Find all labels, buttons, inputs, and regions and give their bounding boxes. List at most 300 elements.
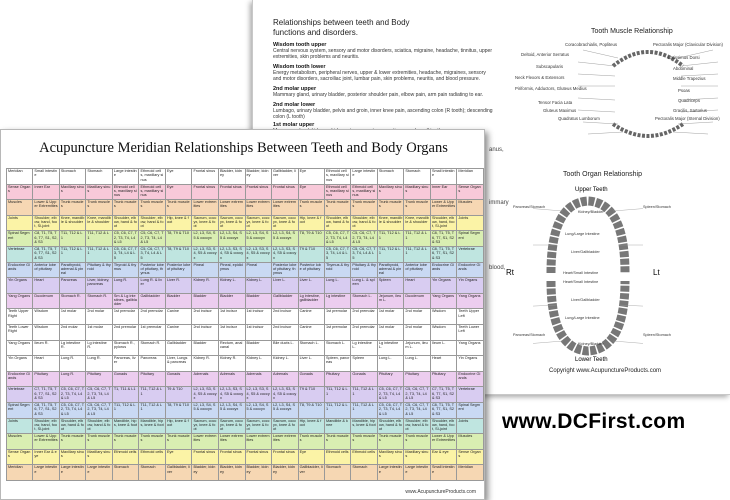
row-header-cell: Teeth Lower Left xyxy=(457,324,484,340)
table-row xyxy=(7,418,484,434)
table-cell: Lower extremities xyxy=(192,434,219,450)
table-cell: C5, C6, C7, T2, T3, T4, L4 & L5 xyxy=(404,402,431,418)
front-footer: www.AcupunctureProducts.com xyxy=(405,489,476,495)
table-cell: Pineal xyxy=(245,262,272,278)
table-cell: Kidney L. xyxy=(272,356,299,372)
muscle-label: Abdominal xyxy=(673,66,694,71)
tooth-organ-diagram xyxy=(533,195,643,357)
table-cell: Sacrum, coccyx, knee & foot xyxy=(192,215,219,231)
table-cell: Ethmoid cells, maxillary sinus xyxy=(324,169,350,185)
table-cell: Trunk muscles xyxy=(165,434,191,450)
table-cell: Trunk muscles xyxy=(165,200,191,216)
row-header-cell: Vertebrae xyxy=(457,246,484,262)
table-cell: Frontal sinus xyxy=(272,184,299,200)
table-cell: Duodenum xyxy=(33,293,59,309)
table-cell: Sacrum, coccyx, knee & foot xyxy=(272,215,299,231)
lower-teeth-label: Lower Teeth xyxy=(575,357,608,363)
table-row xyxy=(7,200,484,216)
table-cell: Stomach xyxy=(139,465,165,481)
table-row xyxy=(7,278,484,294)
table-cell: Liver, Lungs & pancreas xyxy=(165,356,191,372)
section-heading: Wisdom tooth upper xyxy=(273,42,327,48)
table-cell: Stomach L. xyxy=(298,340,324,356)
table-cell: Stomach xyxy=(86,169,112,185)
table-cell: L2, L3, S3, S4, S5 & coccyx xyxy=(218,387,245,403)
table-cell: Lower extremities xyxy=(272,434,299,450)
table-cell: Shoulder, elbow, hand, foot, SI-joint xyxy=(33,418,59,434)
table-cell: T11, T12 & L1 xyxy=(351,387,377,403)
row-header-cell: Sense Organs xyxy=(7,449,33,465)
table-cell: Maxillary sinus xyxy=(377,184,404,200)
muscle-label: Middle Trapezius xyxy=(673,76,706,81)
table-cell: Bladder xyxy=(218,293,245,309)
front-sheet xyxy=(0,129,485,500)
table-cell: Large intestine xyxy=(86,465,112,481)
table-cell: Pituitary & thyroid xyxy=(351,262,377,278)
table-cell: Large intestine xyxy=(33,465,59,481)
table-cell: Ethmoid cells xyxy=(139,449,165,465)
muscle-label: Piriformis, Adductors, Gluteus Medius xyxy=(515,86,587,91)
table-cell: Shoulder, elbow, hand, foot, SI-joint xyxy=(430,215,456,231)
table-cell: Liver L. xyxy=(298,278,324,294)
table-cell: Sm & Lg intestines, gallbladder xyxy=(112,293,139,309)
table-cell: C5, C6, C7, T2, T3, T4, L4 & L5 xyxy=(112,231,139,247)
table-cell: 2nd molar xyxy=(404,324,431,340)
muscle-label: Psoas xyxy=(678,88,690,93)
table-cell: Adrenals xyxy=(192,371,219,387)
table-cell: Yin Organs xyxy=(430,278,456,294)
table-cell: Pancreas xyxy=(59,278,85,294)
table-cell: 1st premolar xyxy=(324,324,350,340)
table-cell: Frontal sinus xyxy=(218,449,245,465)
table-cell: L2, L3, S4, S5 & coccyx xyxy=(245,402,272,418)
table-cell: Stomach xyxy=(112,465,139,481)
row-header-cell: Teeth Upper Left xyxy=(457,309,484,325)
table-cell: Trunk muscles xyxy=(324,434,350,450)
table-cell: Trunk muscles xyxy=(324,200,350,216)
table-cell: T11, T12 & L1 xyxy=(351,402,377,418)
organ-label: Kidney/Bladder xyxy=(578,210,604,214)
table-cell: Lower & Upper Extremities xyxy=(33,200,59,216)
table-cell: Pituitary xyxy=(86,371,112,387)
muscle-label: Coracobrachialis, Popliteus xyxy=(565,42,618,47)
table-cell: Ethmoid cells xyxy=(324,449,350,465)
table-cell: 1st molar xyxy=(377,324,404,340)
table-cell: Kidney R. xyxy=(192,356,219,372)
table-cell: 2nd incisor xyxy=(272,324,299,340)
table-cell: Large intestine xyxy=(351,169,377,185)
row-header-cell: Sense Organs xyxy=(7,184,33,200)
table-cell: C8, T1, T5, T6, T7, S1, S2 & S3 xyxy=(430,246,456,262)
table-cell: Lower extremities xyxy=(245,200,272,216)
row-header-cell: Endocrine Glands xyxy=(7,262,33,278)
table-cell: Trunk muscles xyxy=(298,200,324,216)
table-cell: C8, T1, T5, T6, T7, S1, S2 & S3 xyxy=(33,246,59,262)
table-cell: Shoulder, elbow, hand & foot xyxy=(139,215,165,231)
organ-label: Liver/Gallbladder xyxy=(571,250,600,254)
table-cell: Eye xyxy=(165,184,191,200)
table-cell: Small intestine xyxy=(430,465,456,481)
table-row xyxy=(7,340,484,356)
upper-teeth-label: Upper Teeth xyxy=(575,187,608,193)
table-cell: Shoulder, elbow, hand & foot xyxy=(112,215,139,231)
table-cell: L2, L3, S3, S4, S5 & coccyx xyxy=(272,246,299,262)
table-cell: L2, L3, S4, S5 & coccyx xyxy=(218,402,245,418)
table-cell: Trunk muscles xyxy=(351,200,377,216)
table-cell: Canine xyxy=(165,309,191,325)
table-cell: Gallbladder, liver xyxy=(165,465,191,481)
table-cell: 2nd premolar xyxy=(139,309,165,325)
table-cell: Liver L. xyxy=(298,356,324,372)
table-cell: Trunk muscles xyxy=(377,434,404,450)
table-cell: Liver R. xyxy=(165,278,191,294)
table-cell: 1st incisor xyxy=(218,309,245,325)
table-cell: 1st molar xyxy=(59,309,85,325)
table-row xyxy=(7,402,484,418)
right-label: Rt xyxy=(506,268,514,277)
relationship-section xyxy=(273,102,493,121)
table-cell: Inner Ear & eye xyxy=(33,449,59,465)
table-cell: Gallbladder, liver xyxy=(272,169,299,185)
relationships-title: Relationships between teeth and Body functions and disorders. xyxy=(273,18,410,37)
table-cell: L2, L3, S3, S4, S5 & coccyx xyxy=(272,387,299,403)
row-header-cell: Yang Organs xyxy=(457,293,484,309)
table-cell: Pineal, epididymus xyxy=(218,262,245,278)
table-cell: L2, L3, S4, S5 & coccyx xyxy=(272,231,299,247)
table-cell: Rectum, anal canal xyxy=(218,340,245,356)
table-cell: Shoulder, elbow, hand & foot xyxy=(324,215,350,231)
organ-label: Kidney/Bladder xyxy=(578,342,604,346)
muscle-label: Gluteus Maximus xyxy=(543,108,577,113)
table-cell: Stomach xyxy=(324,465,350,481)
table-cell: Maxillary sinus xyxy=(86,184,112,200)
table-cell: T11, T12 & L1 xyxy=(377,231,404,247)
table-cell: Lower extremities xyxy=(245,434,272,450)
table-cell: T11, T12 & L1 xyxy=(404,231,431,247)
table-cell: 2nd molar xyxy=(86,309,112,325)
muscle-label: Neck Flexors & Extensors xyxy=(515,75,565,80)
row-header-cell: Spinal Segment xyxy=(457,231,484,247)
table-cell: T11, T12 & L1 xyxy=(86,246,112,262)
table-cell: Posterior lobe of pituitary xyxy=(165,262,191,278)
row-header-cell: Meridian xyxy=(7,465,33,481)
table-cell: Eye xyxy=(298,184,324,200)
table-cell: Jejunum, ileum L. xyxy=(377,293,404,309)
table-cell: Knee, mandible & shoulder xyxy=(377,215,404,231)
row-header-cell: Endocrine Glands xyxy=(7,371,33,387)
table-cell: 1st premolar xyxy=(139,324,165,340)
table-cell: T11, T12 & L1 xyxy=(377,246,404,262)
row-header-cell: Yin Organs xyxy=(7,278,33,294)
table-cell: Lung L. xyxy=(377,356,404,372)
organ-label: Spleen/Stomach xyxy=(643,205,671,209)
table-cell: C5, C6, C7, T2, T3, T4, L4 & L5 xyxy=(404,387,431,403)
table-cell: Ethmoid cells xyxy=(351,449,377,465)
table-cell: Lower & Upper Extremities xyxy=(430,434,456,450)
table-cell: 1st premolar xyxy=(324,309,350,325)
table-cell: Wisdom xyxy=(430,324,456,340)
table-cell: Heart xyxy=(33,356,59,372)
table-cell: Stomach xyxy=(351,465,377,481)
relationship-section xyxy=(273,86,493,98)
table-cell: Bile ducts L. xyxy=(272,340,299,356)
table-cell: Liver, kidney, pancreas xyxy=(86,278,112,294)
table-cell: 2nd premolar xyxy=(351,324,377,340)
table-cell: Lg intestine, gallbladder xyxy=(298,293,324,309)
table-cell: Pituitary & thyroid xyxy=(86,262,112,278)
table-row xyxy=(7,293,484,309)
table-cell: Eye xyxy=(165,449,191,465)
table-cell: Duodenum xyxy=(404,293,431,309)
cut-text-fragment: immary xyxy=(489,200,509,206)
table-row xyxy=(7,184,484,200)
table-row xyxy=(7,387,484,403)
table-cell: Lung R. xyxy=(59,371,85,387)
table-cell: Liver L. xyxy=(272,278,299,294)
row-header-cell: Vertebrae xyxy=(7,387,33,403)
table-cell: L2, L3, S4, S5 & coccyx xyxy=(192,402,219,418)
table-cell: L2, L3, S3, S4, S5 & coccyx xyxy=(218,246,245,262)
table-cell: Mandible, hips, knee & foot xyxy=(139,418,165,434)
table-cell: Maxillary sinus xyxy=(377,449,404,465)
table-cell: T9 & T10 xyxy=(165,387,191,403)
muscle-label: Pectoralis Major (Sternal Division) xyxy=(655,116,720,121)
copyright-text: Copyright www.AcupunctureProducts.com xyxy=(549,368,662,374)
table-cell: Canine xyxy=(165,324,191,340)
muscle-label: Latissimus Dorsi xyxy=(668,55,700,60)
table-cell: Frontal sinus xyxy=(192,449,219,465)
table-cell: Pancreas xyxy=(139,356,165,372)
muscle-label: Tensor Facia Lata xyxy=(538,100,573,105)
table-cell: Mandible, hips, knee & foot xyxy=(351,418,377,434)
table-cell: T9 & T10 xyxy=(298,246,324,262)
table-cell: C8, T1, T5, T6, T7, S1, S2, & S3 xyxy=(33,231,59,247)
table-cell: C5, C6, C7, T2, T3, T4, L4 & L5 xyxy=(351,231,377,247)
row-header-cell: Spinal Segment xyxy=(7,231,33,247)
row-header-cell: Endocrine Glands xyxy=(457,262,484,278)
row-header-cell: Sense Organs xyxy=(457,184,484,200)
table-cell: Frontal sinus xyxy=(245,449,272,465)
table-cell: Anterior lobe of pituitary xyxy=(33,262,59,278)
table-cell: Canine xyxy=(298,309,324,325)
relationship-section xyxy=(273,64,493,83)
table-cell: Trunk muscles xyxy=(59,200,85,216)
table-row xyxy=(7,434,484,450)
muscle-label: Subscapularis xyxy=(536,64,563,69)
table-cell: Posterior lobe of pituitary, thymus xyxy=(139,262,165,278)
row-header-cell: Muscles xyxy=(457,434,484,450)
organ-label: Lung/Large Intestine xyxy=(565,232,600,236)
tooth-muscle-diagram xyxy=(573,36,723,151)
section-text: Central nervous system, sensory and motor disorders, sciatica, migraine, headache, tinnitus, upper extremities, skin problems and neuritis. xyxy=(273,48,492,61)
table-cell: Eye xyxy=(298,449,324,465)
table-cell: Inner Ear xyxy=(33,184,59,200)
table-cell: Trunk muscles xyxy=(139,434,165,450)
muscle-label: Gracilis, Sartorius xyxy=(673,108,707,113)
muscle-label: Quadriceps xyxy=(678,98,700,103)
table-cell: C5, C6, C7, T2, T3, T4, L4 & L5 xyxy=(324,231,350,247)
table-cell: 1st molar xyxy=(377,309,404,325)
row-header-cell: Yin Organs xyxy=(457,356,484,372)
table-row xyxy=(7,465,484,481)
section-text: Energy metabolism, peripheral nerves, upper & lower extremities, headache, migraines, sensory and motor disorders, sacroiliac joint, lumbar pain, skin problems, neuritis, and blood pressure. xyxy=(273,70,486,83)
table-cell: Shoulder, elbow, hand & foot xyxy=(351,215,377,231)
muscle-label: Pectoralis Major (Clavicular Division) xyxy=(653,42,723,47)
table-cell: Canine xyxy=(298,324,324,340)
table-row xyxy=(7,169,484,185)
table-cell: Lower extremities xyxy=(218,434,245,450)
table-cell: C5, C6, C7, T2, T3, T4, L4 & L5 xyxy=(377,387,404,403)
table-cell: Bladder xyxy=(245,340,272,356)
table-cell: L2, L3, S3, S4, S5 & coccyx xyxy=(192,246,219,262)
section-heading: 1st molar upper xyxy=(273,122,315,128)
table-cell: T8, T9 & T10 xyxy=(165,246,191,262)
table-cell: Heart xyxy=(430,356,456,372)
table-cell: Stomach R. xyxy=(86,293,112,309)
table-cell: Shoulder, elbow, hand & foot xyxy=(59,418,85,434)
table-cell: Lung L. & spleen xyxy=(351,278,377,294)
table-cell: T11, T12 & L1 xyxy=(324,402,350,418)
organ-label: Spleen/Stomach xyxy=(643,333,671,337)
table-cell: Trunk muscles xyxy=(112,200,139,216)
table-cell: Bladder, kidney xyxy=(245,465,272,481)
row-header-cell: Sense Organs xyxy=(457,449,484,465)
table-cell: C8, T1, T5, T6, T7, S1, S2 & S3 xyxy=(430,231,456,247)
row-header-cell: Teeth Lower Right xyxy=(7,324,33,340)
row-header-cell: Muscles xyxy=(7,200,33,216)
table-cell: 1st incisor xyxy=(245,324,272,340)
row-header-cell: Meridian xyxy=(457,465,484,481)
table-cell: Hip, knee & foot xyxy=(298,418,324,434)
organ-label: Pancreas/Stomach xyxy=(513,205,546,209)
section-heading: Wisdom tooth lower xyxy=(273,64,326,70)
row-header-cell: Muscles xyxy=(457,200,484,216)
table-cell: Sacrum, coccyx, knee & foot xyxy=(218,418,245,434)
table-row xyxy=(7,231,484,247)
table-cell: C5, C6, C7, T2, T3, T4, L4 & L5 xyxy=(59,402,85,418)
table-cell: Posterior lobe of pituitary, thymus xyxy=(272,262,299,278)
table-row xyxy=(7,449,484,465)
table-cell: Lower & Upper Extremities xyxy=(33,434,59,450)
table-cell: T9 & T10 xyxy=(298,387,324,403)
table-cell: Pituitary xyxy=(404,371,431,387)
table-cell: 1st incisor xyxy=(245,309,272,325)
table-cell: Wisdom xyxy=(430,309,456,325)
table-cell: Knee, mandible & shoulder xyxy=(404,215,431,231)
row-header-cell: Yang Organs xyxy=(457,340,484,356)
table-cell: Lung R. xyxy=(112,278,139,294)
table-cell: Gallbladder, liver xyxy=(298,465,324,481)
table-cell: T8, T9 & T10 xyxy=(165,231,191,247)
table-cell: Gallbladder xyxy=(165,340,191,356)
table-cell: T11, T12 & L1 xyxy=(404,246,431,262)
table-cell: Gonads xyxy=(298,371,324,387)
table-cell: 1st molar xyxy=(86,324,112,340)
table-cell: Ethmoid cells, maxillary sinus xyxy=(351,184,377,200)
table-cell: L2, L3, S4, S5 & coccyx xyxy=(218,231,245,247)
table-cell: Bladder, kidney xyxy=(218,465,245,481)
table-cell: Bladder, kidney xyxy=(245,169,272,185)
row-header-cell: Endocrine Glands xyxy=(457,371,484,387)
table-cell: Trunk muscles xyxy=(351,434,377,450)
row-header-cell: Yin Organs xyxy=(457,278,484,294)
table-cell: C8, T1, T5, T6, T7, S1, S2 & S3 xyxy=(33,402,59,418)
table-cell: Sacrum, coccyx, knee & foot xyxy=(218,215,245,231)
table-cell: Trunk muscles xyxy=(86,200,112,216)
table-cell: Ileum L. xyxy=(430,340,456,356)
table-cell: Ethmoid cells, maxillary sinus xyxy=(112,184,139,200)
table-cell: Mandible & knee xyxy=(324,418,350,434)
row-header-cell: Spinal Segment xyxy=(457,402,484,418)
table-cell: Ethmoid cells, maxillary sinus xyxy=(139,169,165,185)
table-cell: Stomach R. xyxy=(59,293,85,309)
table-cell: Shoulder, elbow, hand, foot, SI-joint xyxy=(430,418,456,434)
table-cell: C5, C6, C7, T2, T3, T4, L4 & L5 xyxy=(86,387,112,403)
table-cell: Stomach R. xyxy=(139,340,165,356)
table-cell: Spleen xyxy=(377,278,404,294)
table-cell: Pituitary xyxy=(430,371,456,387)
table-cell: Trunk muscles xyxy=(404,200,431,216)
table-cell: Lg intestine R. xyxy=(59,340,85,356)
table-cell: Kidney R. xyxy=(218,356,245,372)
table-cell: Knee, mandible & shoulder xyxy=(59,215,85,231)
table-cell: Kidney L. xyxy=(245,356,272,372)
table-cell: Eye xyxy=(298,169,324,185)
table-cell: C5, C6, C7, T2, T3, T4, L4 & L5 xyxy=(139,231,165,247)
table-cell: C5, C6, C7, T2, T3, T4, L4 & L5 xyxy=(86,402,112,418)
section-text: Lumbago, urinary bladder, pelvis and groin, inner knee pain, ascending colon (R tooth); descending colon (L tooth) xyxy=(273,108,493,121)
table-cell: Adrenals xyxy=(245,371,272,387)
table-cell: L2, L3, S4, S5 & coccyx xyxy=(245,231,272,247)
table-cell: Lung L. xyxy=(404,356,431,372)
tooth-muscle-title: Tooth Muscle Relationship xyxy=(591,28,673,35)
muscle-label: Quadratus Lumborum xyxy=(558,116,600,121)
table-cell: T8, T9 & T10 xyxy=(298,231,324,247)
table-cell: Hip, knee & foot xyxy=(165,215,191,231)
table-cell: Lower & Upper Extremities xyxy=(430,200,456,216)
table-cell: Gallbladder xyxy=(139,293,165,309)
table-cell: Eye xyxy=(165,169,191,185)
table-cell: Bladder xyxy=(245,293,272,309)
table-cell: Maxillary sinus xyxy=(404,184,431,200)
table-cell: Lower extremities xyxy=(272,200,299,216)
table-cell: Pituitary xyxy=(33,371,59,387)
table-cell: Parathyroid, adrenal & pineal xyxy=(377,262,404,278)
table-cell: Lg intestine L. xyxy=(351,340,377,356)
table-cell: L2, L3, S4, S5 & coccyx xyxy=(272,402,299,418)
row-header-cell: Vertebrae xyxy=(7,246,33,262)
table-cell: C5, C6, C7, T2, T3, T4, L4 & L5 xyxy=(59,387,85,403)
table-cell: Frontal sinus xyxy=(218,184,245,200)
table-cell: Kidney L. xyxy=(218,278,245,294)
table-cell: Frontal sinus xyxy=(192,169,219,185)
table-cell: Maxillary sinus xyxy=(86,449,112,465)
table-cell: Ear & eye xyxy=(430,449,456,465)
table-cell: Bladder, kidney xyxy=(192,465,219,481)
row-header-cell: Muscles xyxy=(7,434,33,450)
table-cell: Lung L. xyxy=(324,278,350,294)
meridian-table xyxy=(6,168,484,481)
table-cell: L2, L3, S3, S4, S5 & coccyx xyxy=(245,387,272,403)
left-label: Lt xyxy=(653,268,660,277)
table-cell: Gonads xyxy=(351,371,377,387)
table-cell: Ethmoid cells xyxy=(112,449,139,465)
cut-text-fragment: blood, xyxy=(489,265,506,271)
row-header-cell: Joints xyxy=(7,215,33,231)
table-cell: C8, T1, T5, T6, T7, S1, S2 & S3 xyxy=(430,402,456,418)
table-cell: L2, L3, S3, S4, S5 & coccyx xyxy=(245,246,272,262)
table-cell: Trunk muscles xyxy=(112,434,139,450)
